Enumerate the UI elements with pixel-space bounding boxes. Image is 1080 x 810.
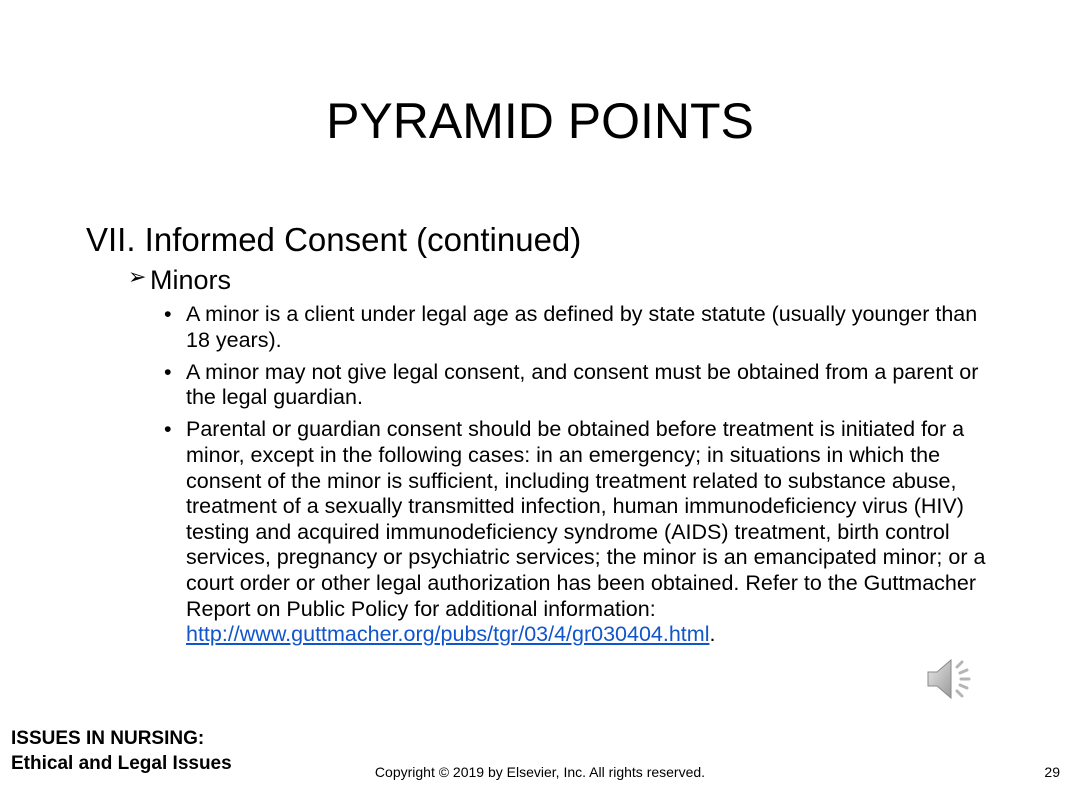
bullet-dot-icon: • xyxy=(164,359,172,384)
guttmacher-link[interactable]: http://www.guttmacher.org/pubs/tgr/03/4/gr030404.html xyxy=(186,622,710,647)
list-item xyxy=(164,302,996,353)
link-suffix: . xyxy=(709,622,716,647)
copyright-notice: Copyright © 2019 by Elsevier, Inc. All rights reserved. xyxy=(374,764,706,780)
list-item-text: Parental or guardian consent should be obtained before treatment is initiated for a minor, except in the following cases: in an emergency; in situations in which the consent of the minor is sufficient, including treatment related to substance abuse, treatment of a sexually transmitted infection, human immunodeficiency virus (HIV) testing and acquired immunodeficiency syndrome (AIDS) treatment, birth control services, pregnancy or psychiatric services; the minor is an emancipated minor; or a court order or other legal authorization has been obtained. Refer to the Guttmacher Report on Public Policy for additional information: xyxy=(186,417,986,621)
page-number: 29 xyxy=(1044,764,1060,780)
list-item-text: A minor may not give legal consent, and consent must be obtained from a parent or the legal guardian. xyxy=(186,359,979,410)
list-item xyxy=(164,359,996,411)
slide-title: PYRAMID POINTS xyxy=(326,93,754,149)
bullet-dot-icon: • xyxy=(164,302,172,326)
bullet-list xyxy=(86,302,996,648)
list-item-text: A minor is a client under legal age as defined by state statute (usually younger than 18 years). xyxy=(186,302,978,352)
subheading-label: Minors xyxy=(150,265,232,295)
book-title-line1: ISSUES IN NURSING: xyxy=(11,728,205,749)
speaker-icon[interactable] xyxy=(924,654,976,704)
subheading xyxy=(128,260,996,300)
section-heading: VII. Informed Consent (continued) xyxy=(86,221,582,258)
arrow-bullet-icon: ➢ xyxy=(128,264,147,289)
bullet-dot-icon: • xyxy=(164,417,172,442)
book-title-line2: Ethical and Legal Issues xyxy=(11,753,232,774)
list-item xyxy=(164,417,996,647)
slide-content xyxy=(86,220,996,654)
